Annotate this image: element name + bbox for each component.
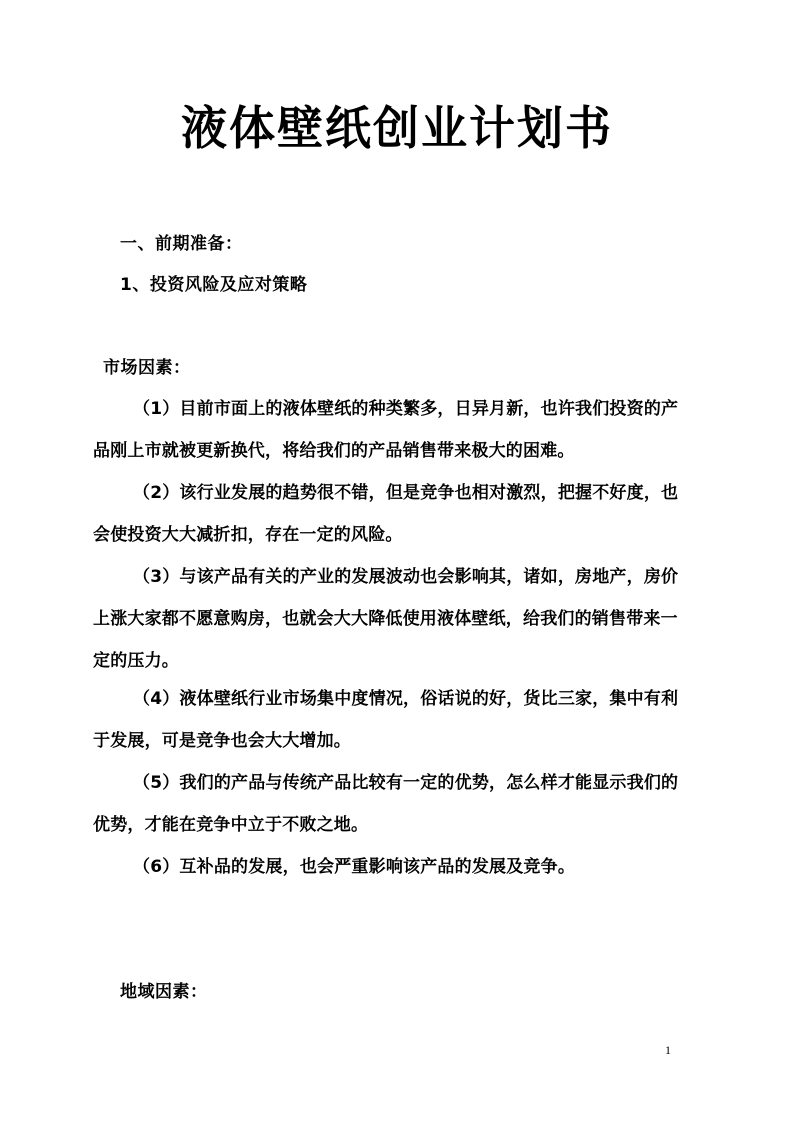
section-heading: 一、前期准备： bbox=[120, 234, 243, 254]
market-factor-5: （5）我们的产品与传统产品比较有一定的优势，怎么样才能显示我们的优势，才能在竞争中立于不败之地。 bbox=[93, 773, 679, 835]
market-factor-4: （4）液体壁纸行业市场集中度情况，俗话说的好，货比三家，集中有利于发展，可是竞争也会大大增加。 bbox=[93, 689, 679, 751]
market-factor-2: （2）该行业发展的趋势很不错，但是竞争也相对激烈，把握不好度，也会使投资大大减折扣，存在一定的风险。 bbox=[93, 483, 679, 545]
market-factor-3: （3）与该产品有关的产业的发展波动也会影响其，诸如，房地产，房价上涨大家都不愿意购房，也就会大大降低使用液体壁纸，给我们的销售带来一定的压力。 bbox=[93, 567, 679, 671]
market-factors-heading: 市场因素： bbox=[103, 358, 191, 378]
market-factor-1: （1）目前市面上的液体壁纸的种类繁多，日异月新，也许我们投资的产品刚上市就被更新换代，将给我们的产品销售带来极大的困难。 bbox=[93, 399, 679, 461]
region-factors-heading: 地域因素： bbox=[120, 982, 208, 1002]
document-title: 液体壁纸创业计划书 bbox=[181, 101, 613, 155]
subsection-heading: 1、投资风险及应对策略 bbox=[120, 275, 308, 295]
market-factor-6: （6）互补品的发展，也会严重影响该产品的发展及竞争。 bbox=[133, 857, 576, 877]
page-number: 1 bbox=[665, 1043, 671, 1057]
